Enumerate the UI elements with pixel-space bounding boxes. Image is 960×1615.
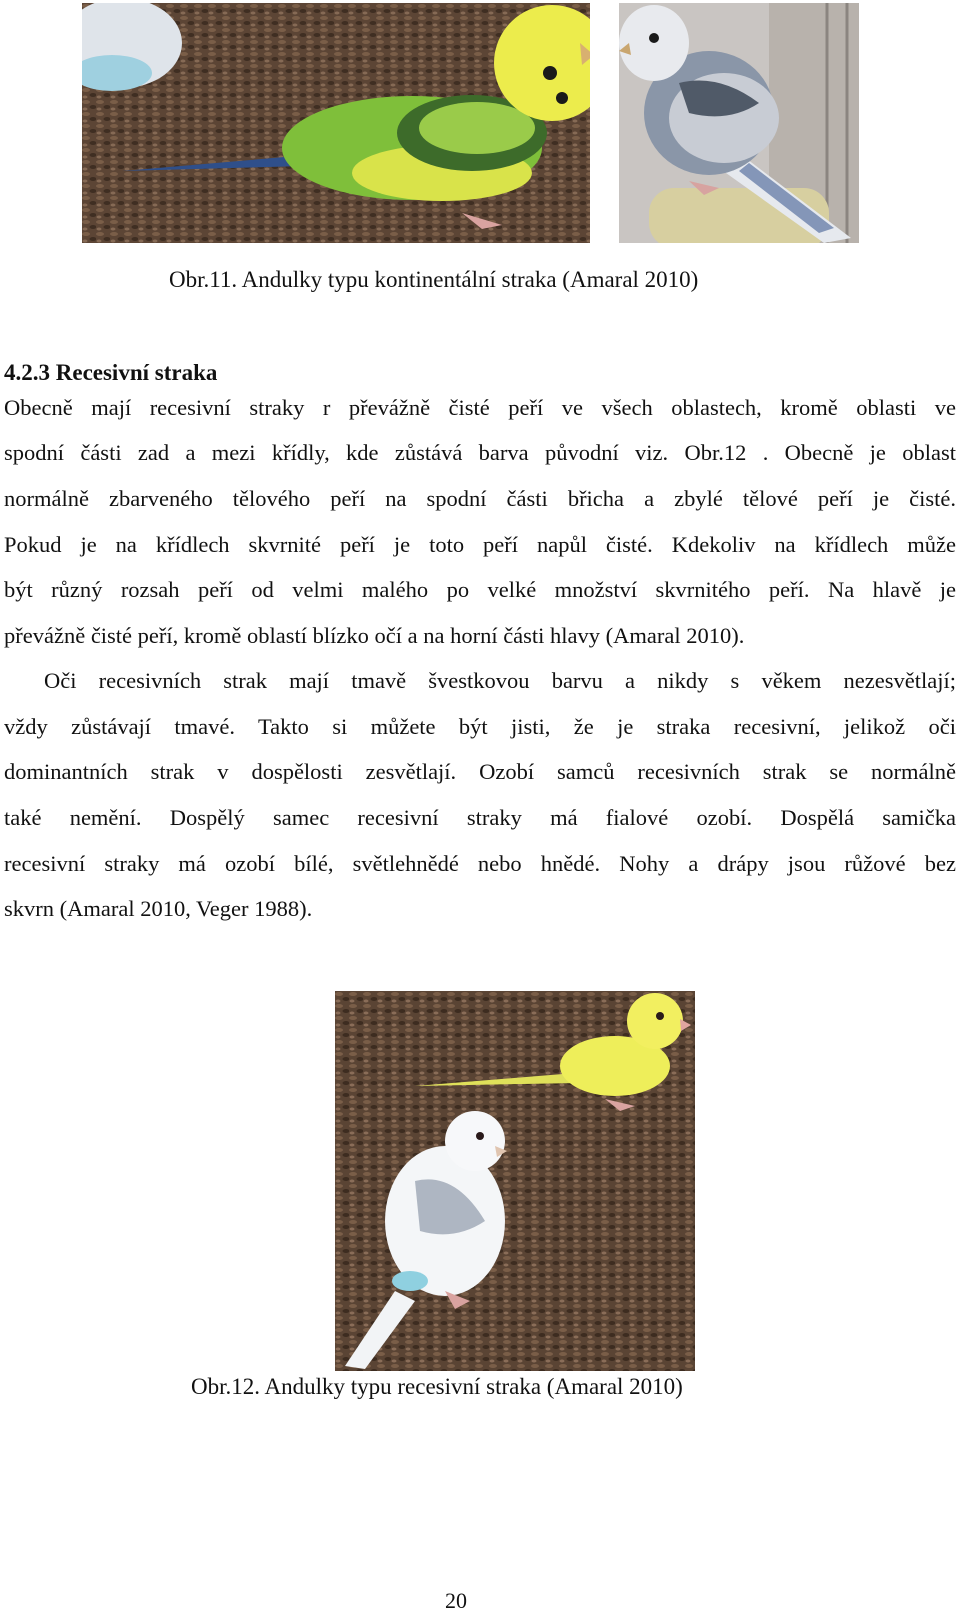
- section-heading: 4.2.3 Recesivní straka: [4, 360, 218, 385]
- paragraph-line: Oči recesivních strak mají tmavě švestkovou barvu a nikdy s věkem nezesvětlají;: [44, 668, 956, 693]
- paragraph-line: normálně zbarveného tělového peří na spodní části břicha a zbylé tělové peří je čisté.: [4, 486, 956, 511]
- photo-grey-budgie: [619, 3, 859, 243]
- paragraph-line: také nemění. Dospělý samec recesivní straky má fialové ozobí. Dospělá samička: [4, 805, 956, 830]
- paragraph-line: spodní části zad a mezi křídly, kde zůstává barva původní viz. Obr.12 . Obecně je oblast: [4, 440, 956, 465]
- paragraph-line: Pokud je na křídlech skvrnité peří je toto peří napůl čisté. Kdekoliv na křídlech může: [4, 532, 956, 557]
- photo-green-budgie: [82, 3, 590, 243]
- paragraph-line: skvrn (Amaral 2010, Veger 1988).: [4, 896, 313, 921]
- paragraph-line: dominantních strak v dospělosti zesvětlají. Ozobí samců recesivních strak se normálně: [4, 759, 956, 784]
- paragraph-line: převážně čisté peří, kromě oblastí blízko očí a na horní části hlavy (Amaral 2010).: [4, 623, 745, 648]
- figure-12-caption: Obr.12. Andulky typu recesivní straka (Amaral 2010): [191, 1374, 683, 1399]
- recessive-budgies-image: [335, 991, 695, 1371]
- page-number: 20: [445, 1588, 467, 1613]
- paragraph-line: být různý rozsah peří od velmi malého po velké množství skvrnitého peří. Na hlavě je: [4, 577, 956, 602]
- paragraph-line: recesivní straky má ozobí bílé, světlehnědé nebo hnědé. Nohy a drápy jsou růžové bez: [4, 851, 956, 876]
- green-budgie-image: [82, 3, 590, 243]
- grey-budgie-image: [619, 3, 859, 243]
- figure-11-caption: Obr.11. Andulky typu kontinentální straka (Amaral 2010): [169, 267, 699, 292]
- paragraph-line: Obecně mají recesivní straky r převážně čisté peří ve všech oblastech, kromě oblasti ve: [4, 395, 956, 420]
- photo-recessive-budgies: [335, 991, 695, 1371]
- paragraph-line: vždy zůstávají tmavé. Takto si můžete být jisti, že je straka recesivní, jelikož oči: [4, 714, 956, 739]
